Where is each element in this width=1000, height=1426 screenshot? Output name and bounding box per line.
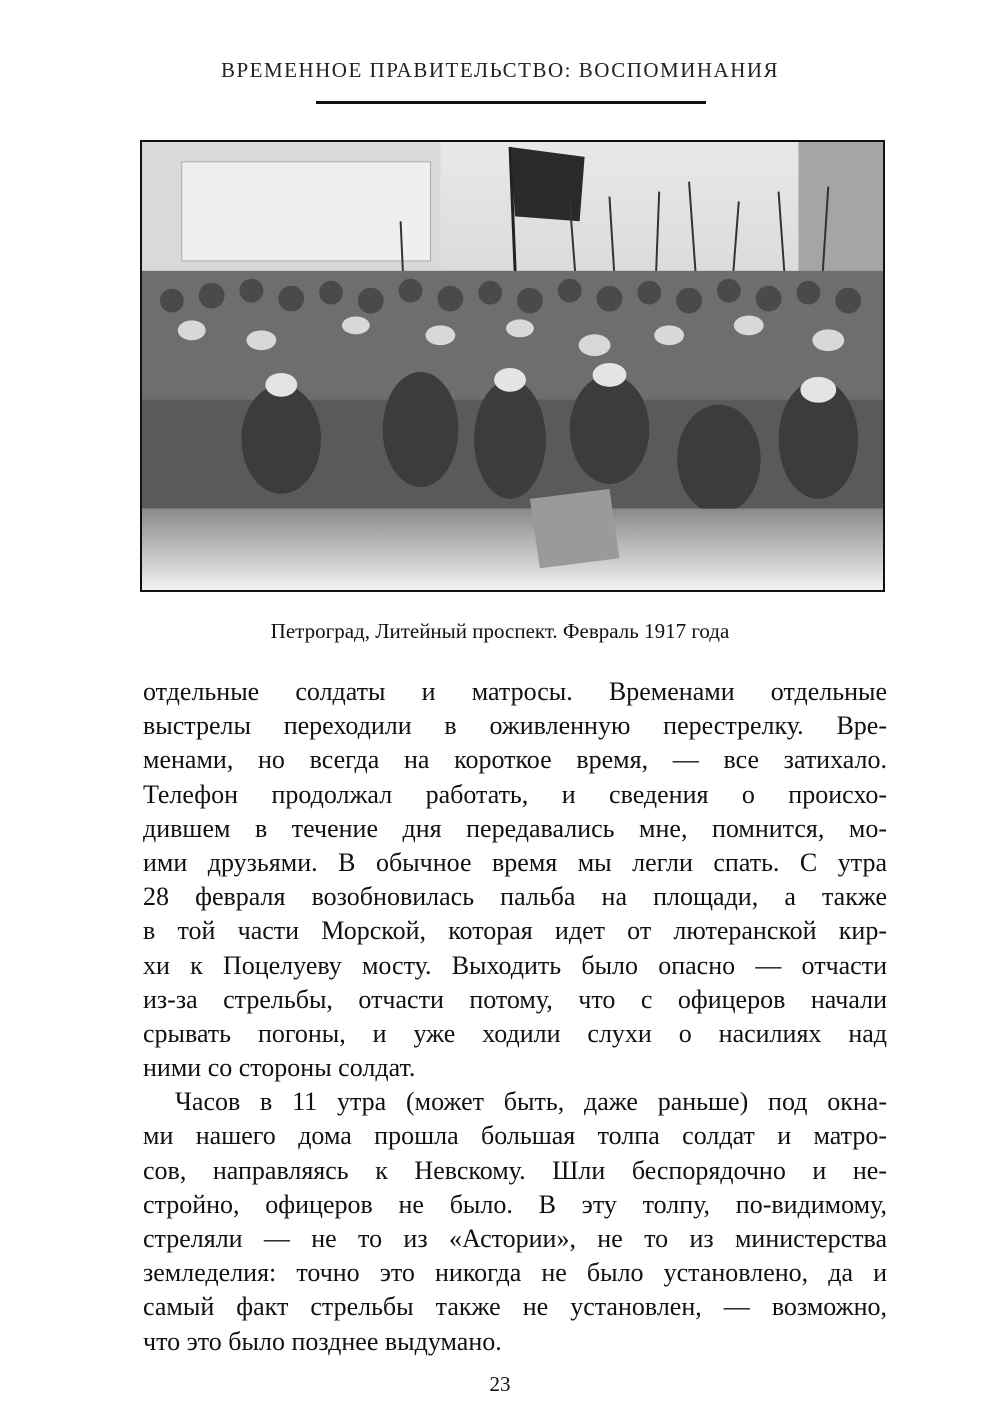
running-title: ВРЕМЕННОЕ ПРАВИТЕЛЬСТВО: ВОСПОМИНАНИЯ — [220, 58, 780, 82]
text-line: в той части Морской, которая идет от лютеранской кир- — [143, 916, 887, 946]
text-line: менами, но всегда на короткое время, — все затихало. — [143, 745, 887, 775]
text-line: дившем в течение дня передавались мне, помнится, мо- — [143, 813, 887, 843]
text-line: отдельные солдаты и матросы. Временами отдельные — [143, 677, 887, 706]
body-text — [143, 675, 887, 1359]
text-line: самый факт стрельбы также не установлен, — возможно, — [143, 1292, 887, 1322]
text-line: ими друзьями. В обычное время мы легли спать. С утра — [143, 847, 887, 877]
text-line: что это было позднее выдумано. — [143, 1326, 502, 1356]
crowd-photograph — [140, 140, 885, 592]
text-line: хи к Поцелуеву мосту. Выходить было опасно — отчасти — [143, 950, 887, 980]
text-line: ними со стороны солдат. — [143, 1053, 416, 1083]
text-line: стройно, офицеров не было. В эту толпу, по-видимому, — [143, 1189, 887, 1219]
text-line: Часов в 11 утра (может быть, даже раньше) под окна- — [175, 1087, 887, 1117]
text-line: Телефон продолжал работать, и сведения о происхо- — [143, 779, 887, 809]
header-rule — [316, 101, 706, 104]
page-number: 23 — [489, 1372, 511, 1396]
photo-caption: Петроград, Литейный проспект. Февраль 1917 года — [270, 619, 730, 643]
text-line: ми нашего дома прошла большая толпа солдат и матро- — [143, 1121, 887, 1151]
text-line: из-за стрельбы, отчасти потому, что с офицеров начали — [143, 984, 887, 1014]
photograph-illustration — [142, 142, 883, 590]
text-line: земледелия: точно это никогда не было установлено, да и — [143, 1258, 887, 1288]
text-line: срывать погоны, и уже ходили слухи о насилиях над — [143, 1018, 887, 1048]
text-line: 28 февраля возобновилась пальба на площади, а также — [143, 882, 887, 912]
text-line: стреляли — не то из «Астории», не то из министерства — [143, 1224, 887, 1253]
text-line: сов, направляясь к Невскому. Шли беспорядочно и не- — [143, 1155, 887, 1185]
text-line: выстрелы переходили в оживленную перестрелку. Вре- — [143, 711, 887, 741]
